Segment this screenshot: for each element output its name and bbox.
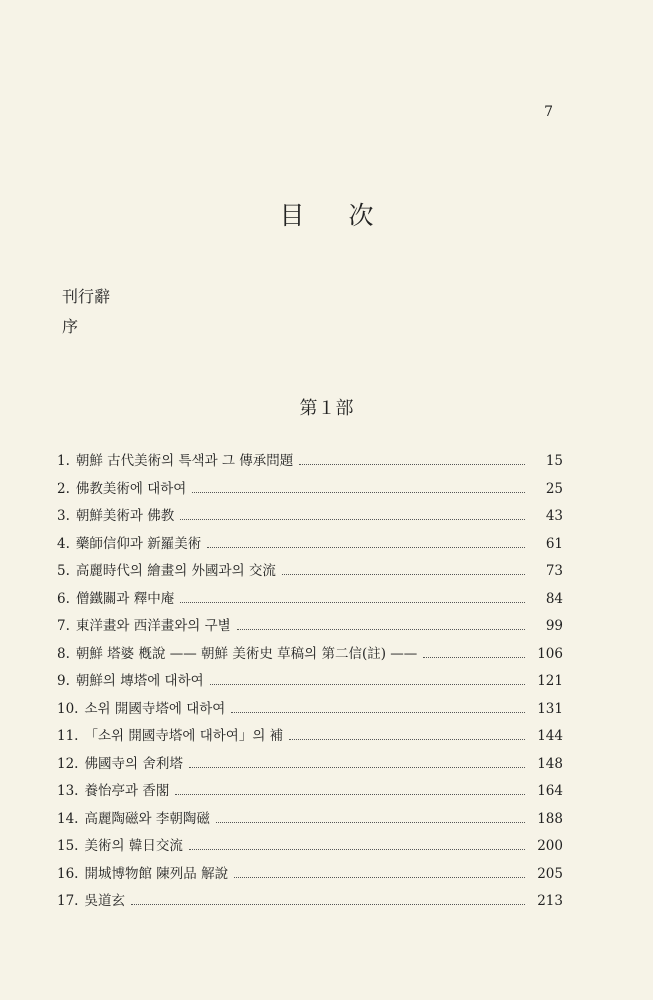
toc-entry-leader	[189, 767, 525, 768]
toc-entry-leader	[299, 464, 525, 465]
toc-entry-page: 213	[537, 893, 563, 909]
toc-entry-page: 148	[537, 755, 563, 772]
toc-entry-number: 11.	[57, 728, 79, 744]
toc-entry[interactable]	[57, 641, 563, 663]
toc-entry-page: 144	[537, 728, 563, 744]
toc-entry-number: 15.	[57, 838, 79, 854]
toc-entry-number: 4.	[57, 535, 70, 552]
toc-entry-leader	[180, 519, 525, 520]
toc-entry-leader	[289, 739, 525, 740]
page-number: 7	[544, 104, 553, 120]
toc-entry-number: 17.	[57, 893, 79, 909]
toc-entry-number: 7.	[57, 618, 70, 634]
toc-entry-leader	[216, 822, 525, 823]
toc-entry-leader	[189, 849, 525, 850]
page-title	[0, 196, 653, 232]
toc-entry-page: 164	[537, 783, 563, 799]
toc-entry-title: 僧鐵關과 釋中庵	[75, 590, 175, 607]
title-char-2: 次	[348, 201, 374, 230]
toc-entry-number: 3.	[57, 508, 70, 524]
toc-entry-title: 養怡亭과 香閣	[84, 783, 170, 799]
toc-entry[interactable]	[57, 586, 563, 608]
toc-entry-number: 8.	[57, 645, 70, 662]
toc-entry-leader	[210, 684, 525, 685]
toc-entry[interactable]	[57, 448, 563, 470]
toc-entry-page: 188	[537, 810, 563, 827]
toc-entry-title: 開城博物館 陳列品 解說	[84, 865, 229, 882]
toc-entry[interactable]	[57, 503, 563, 525]
toc-entry-page: 73	[545, 563, 563, 579]
toc-entry-title: 「소위 開國寺塔에 대하여」의 補	[84, 728, 284, 744]
toc-entry-title: 美術의 韓日交流	[84, 838, 183, 854]
toc-entry-title: 朝鮮의 塼塔에 대하여	[75, 673, 204, 689]
toc-entry-page: 84	[545, 590, 563, 607]
toc-entry-number: 2.	[57, 480, 70, 497]
toc-entry-number: 6.	[57, 590, 70, 607]
toc-entry-page: 15	[545, 453, 563, 469]
toc-entry-page: 99	[545, 618, 563, 634]
toc-entry[interactable]	[57, 778, 563, 800]
toc-entry-page: 131	[537, 700, 563, 717]
toc-entry-page: 43	[545, 508, 563, 524]
toc-entry-leader	[207, 547, 525, 548]
title-char-1: 目	[279, 201, 305, 230]
toc-entry[interactable]	[57, 531, 563, 553]
front-matter-foreword[interactable]: 序	[62, 317, 79, 336]
toc-entry[interactable]	[57, 668, 563, 690]
toc-entry-title: 朝鮮 塔婆 槪說 —— 朝鮮 美術史 草稿의 第二信(註) ——	[75, 645, 418, 662]
toc-entry-page: 25	[545, 480, 563, 497]
toc-entry[interactable]	[57, 723, 563, 745]
toc-entry-number: 10.	[57, 700, 79, 717]
toc-entry[interactable]	[57, 806, 563, 828]
toc-entry-title: 소위 開國寺塔에 대하여	[84, 700, 226, 717]
toc-entry[interactable]	[57, 613, 563, 635]
toc-entry-leader	[231, 712, 525, 713]
toc-entry[interactable]	[57, 888, 563, 910]
toc-entry[interactable]	[57, 751, 563, 773]
toc-entry-leader	[192, 492, 525, 493]
toc-entry-title: 佛教美術에 대하여	[75, 480, 187, 497]
toc-entry-number: 14.	[57, 810, 79, 827]
toc-entry-title: 佛國寺의 舍利塔	[84, 755, 183, 772]
toc-entry-leader	[131, 904, 525, 905]
toc-entry-leader	[234, 877, 525, 878]
toc-entry[interactable]	[57, 696, 563, 718]
toc-entry-page: 205	[537, 865, 563, 882]
toc-entry[interactable]	[57, 861, 563, 883]
toc-entry-page: 200	[537, 838, 563, 854]
front-matter-preface[interactable]: 刊行辭	[62, 287, 111, 306]
toc-entry-title: 東洋畫와 西洋畫와의 구별	[75, 618, 231, 634]
toc-entry-leader	[237, 629, 525, 630]
toc-entry-page: 106	[537, 645, 563, 662]
toc-entry-title: 高麗陶磁와 李朝陶磁	[84, 810, 210, 827]
toc-entry-leader	[282, 574, 525, 575]
toc-entry-title: 吳道玄	[84, 893, 125, 909]
toc-entry-title: 朝鮮美術과 佛教	[75, 508, 175, 524]
toc-entry-leader	[423, 657, 525, 658]
toc-entry-number: 12.	[57, 755, 79, 772]
toc-entry[interactable]	[57, 476, 563, 498]
toc-entry-number: 5.	[57, 563, 70, 579]
toc-entry-leader	[175, 794, 525, 795]
toc-entry[interactable]	[57, 558, 563, 580]
toc-entry-page: 61	[545, 535, 563, 552]
toc-entry-number: 16.	[57, 865, 79, 882]
toc-entry-page: 121	[537, 673, 563, 689]
toc-entry-number: 13.	[57, 783, 79, 799]
toc-entry-title: 藥師信仰과 新羅美術	[75, 535, 202, 552]
toc-entry-number: 1.	[57, 453, 70, 469]
toc-entry[interactable]	[57, 833, 563, 855]
toc-entry-title: 朝鮮 古代美術의 특색과 그 傳承問題	[75, 453, 294, 469]
part-title: 第１部	[299, 398, 354, 419]
toc-entry-number: 9.	[57, 673, 70, 689]
toc-entry-title: 高麗時代의 繪畫의 外國과의 交流	[75, 563, 276, 579]
toc-entry-leader	[180, 602, 525, 603]
